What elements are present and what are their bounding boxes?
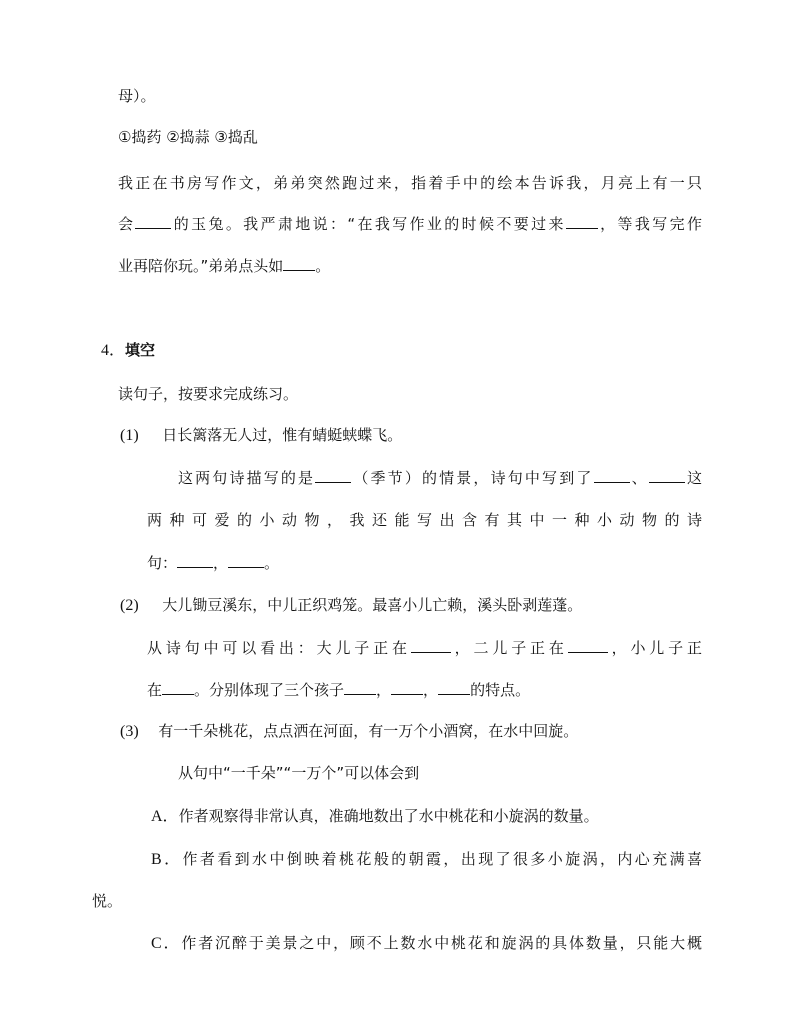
item-2-heading bbox=[120, 595, 582, 616]
question-type: 填空 bbox=[125, 341, 156, 359]
instruction-text: 读句子，按要求完成练习。 bbox=[118, 385, 299, 403]
option-c-label: C． bbox=[151, 935, 182, 952]
item-2-l2-b: 。分别体现了三个孩子 bbox=[194, 681, 345, 699]
answer-blank[interactable] bbox=[594, 468, 630, 483]
q3-paragraph-line-3 bbox=[118, 256, 330, 276]
answer-blank[interactable] bbox=[177, 553, 213, 568]
item-2-l1-b: ，二儿子正在 bbox=[450, 639, 568, 657]
item-1-l3-a: 句： bbox=[147, 554, 178, 572]
item-1-l1-a: 这两句诗描写的是 bbox=[178, 469, 316, 487]
item-1-label: (1) bbox=[120, 427, 139, 444]
q3-para-l2-b: 的玉兔。我严肃地说：“在我写作业的时候不要过来 bbox=[171, 215, 566, 233]
q3-para-l2-a: 会 bbox=[118, 215, 136, 233]
option-a-label: A． bbox=[151, 808, 179, 825]
option-b-continuation bbox=[92, 891, 122, 911]
q3-para-l2-c: ，等我写完作 bbox=[597, 215, 702, 233]
item-2-label: (2) bbox=[120, 597, 139, 614]
answer-blank[interactable] bbox=[566, 214, 598, 229]
item-2-l2-c: ， bbox=[376, 681, 392, 699]
item-3-poem: 有一千朵桃花，点点洒在河面，有一万个小酒窝，在水中回旋。 bbox=[158, 722, 579, 740]
q3-paragraph-line-2 bbox=[118, 214, 702, 234]
item-2-line-2 bbox=[147, 680, 530, 700]
item-1-line-3 bbox=[147, 553, 279, 573]
item-1-heading bbox=[120, 425, 402, 446]
q3-options bbox=[118, 127, 258, 147]
item-2-l1-c: ，小儿子正 bbox=[607, 639, 702, 657]
item-1-poem: 日长篱落无人过，惟有蜻蜓蛱蝶飞。 bbox=[162, 426, 403, 444]
q4-instruction bbox=[118, 384, 298, 404]
item-1-l1-d: 这 bbox=[684, 469, 702, 487]
option-c-text: 作者沉醉于美景之中，顾不上数水中桃花和旋涡的具体数量，只能大概 bbox=[181, 934, 702, 952]
option-a-text: 作者观察得非常认真，准确地数出了水中桃花和小旋涡的数量。 bbox=[178, 807, 599, 825]
answer-blank[interactable] bbox=[411, 638, 451, 653]
q4-header bbox=[101, 340, 155, 361]
item-2-l2-a: 在 bbox=[147, 681, 163, 699]
answer-blank[interactable] bbox=[344, 680, 376, 695]
q3-options-text: ①捣药 ②捣蒜 ③捣乱 bbox=[118, 128, 258, 146]
item-3-label: (3) bbox=[120, 723, 139, 740]
answer-blank[interactable] bbox=[162, 680, 194, 695]
item-1-l1-b: （季节）的情景，诗句中写到了 bbox=[351, 469, 594, 487]
answer-blank[interactable] bbox=[649, 468, 685, 483]
q3-paragraph-line-1 bbox=[118, 173, 702, 193]
item-3-prompt-text: 从句中“一千朵”“一万个”可以体会到 bbox=[178, 764, 420, 782]
item-1-l2: 两种可爱的小动物，我还能写出含有其中一种小动物的诗 bbox=[147, 511, 702, 529]
answer-blank[interactable] bbox=[438, 680, 470, 695]
option-a[interactable] bbox=[151, 806, 599, 827]
item-2-l2-d: ， bbox=[423, 681, 439, 699]
answer-blank[interactable] bbox=[315, 468, 351, 483]
item-3-prompt bbox=[178, 763, 419, 783]
q3-tail-text: 母）。 bbox=[118, 87, 156, 105]
item-1-l3-c: 。 bbox=[264, 554, 280, 572]
item-3-heading bbox=[120, 721, 578, 742]
answer-blank[interactable] bbox=[283, 256, 315, 271]
answer-blank[interactable] bbox=[228, 553, 264, 568]
answer-blank[interactable] bbox=[391, 680, 423, 695]
q3-tail bbox=[118, 86, 156, 106]
option-b-text: 作者看到水中倒映着桃花般的朝霞，出现了很多小旋涡，内心充满喜 bbox=[182, 850, 702, 868]
q3-para-l3-a: 业再陪你玩。”弟弟点头如 bbox=[118, 257, 284, 275]
item-1-line-2 bbox=[147, 510, 702, 530]
option-b[interactable] bbox=[151, 849, 702, 870]
question-number: 4． bbox=[101, 342, 126, 359]
item-1-l1-c: 、 bbox=[629, 469, 649, 487]
answer-blank[interactable] bbox=[135, 214, 171, 229]
item-2-poem: 大儿锄豆溪东，中儿正织鸡笼。最喜小儿亡赖，溪头卧剥莲蓬。 bbox=[162, 596, 583, 614]
q3-para-l3-b: 。 bbox=[315, 257, 331, 275]
item-2-l2-e: 的特点。 bbox=[470, 681, 531, 699]
option-c[interactable] bbox=[151, 933, 702, 954]
option-b-label: B． bbox=[151, 851, 183, 868]
option-b-cont-text: 悦。 bbox=[92, 892, 123, 910]
item-2-line-1 bbox=[147, 638, 702, 658]
item-1-line-1 bbox=[178, 468, 702, 488]
q3-para-text: 我正在书房写作文，弟弟突然跑过来，指着手中的绘本告诉我，月亮上有一只 bbox=[118, 174, 702, 192]
item-1-l3-b: ， bbox=[213, 554, 229, 572]
answer-blank[interactable] bbox=[568, 638, 608, 653]
item-2-l1-a: 从诗句中可以看出：大儿子正在 bbox=[147, 639, 411, 657]
